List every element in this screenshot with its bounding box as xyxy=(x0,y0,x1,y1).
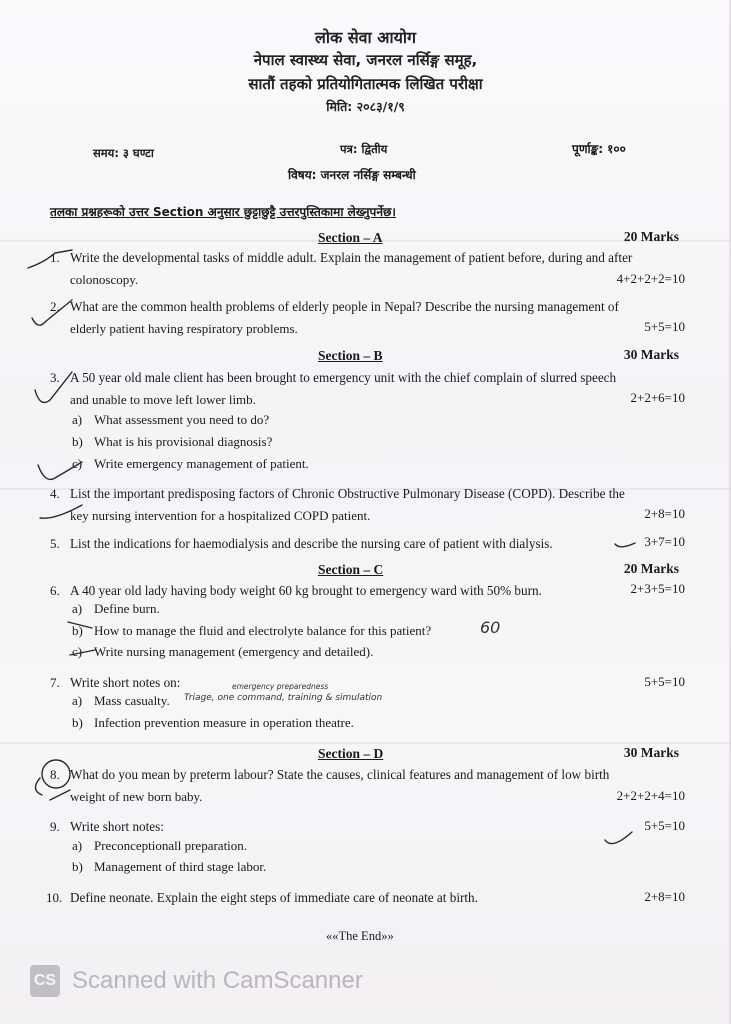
question-number: 9. xyxy=(50,819,60,834)
handwritten-note: Triage, one command, training & simulation xyxy=(184,693,383,703)
subject: विषय: जनरल नर्सिङ्ग सम्बन्धी xyxy=(288,168,416,182)
section-b-marks: 30 Marks xyxy=(623,347,679,362)
org-title: लोक सेवा आयोग xyxy=(314,28,417,47)
question-marks: 2+2+6=10 xyxy=(630,390,685,405)
section-b-title: Section – B xyxy=(318,348,383,363)
section-d-marks: 30 Marks xyxy=(623,745,679,760)
question-text: Write short notes: xyxy=(70,819,164,834)
section-d-title: Section – D xyxy=(318,746,384,761)
question-number: 1. xyxy=(50,250,60,265)
question-text: Define neonate. Explain the eight steps of immediate care of neonate at birth. xyxy=(70,890,478,905)
question-marks: 5+5=10 xyxy=(644,818,685,833)
question-text-cont: key nursing intervention for a hospitalized COPD patient. xyxy=(70,508,371,523)
section-a-title: Section – A xyxy=(318,230,383,245)
section-c-marks: 20 Marks xyxy=(623,561,679,576)
question-number: 3. xyxy=(50,370,60,385)
full-marks: पूर्णाङ्क: १०० xyxy=(572,142,626,156)
sub-question: c) Write emergency management of patient. xyxy=(72,456,309,471)
question-number: 4. xyxy=(50,486,60,501)
camscanner-watermark xyxy=(30,965,363,997)
exam-time: समय: ३ घण्टा xyxy=(93,146,154,160)
end-marker: ««The End»» xyxy=(326,929,394,943)
sub-question: b) What is his provisional diagnosis? xyxy=(72,434,273,449)
question-text: A 50 year old male client has been brought to emergency unit with the chief complain of slurred speech xyxy=(70,370,617,385)
question-text-cont: colonoscopy. xyxy=(70,272,139,287)
watermark-text: Scanned with CamScanner xyxy=(72,967,363,994)
question-text-cont: and unable to move left lower limb. xyxy=(70,392,256,407)
sub-question: b) Infection prevention measure in operation theatre. xyxy=(72,715,354,730)
question-marks: 5+5=10 xyxy=(644,319,685,334)
service-title: नेपाल स्वास्थ्य सेवा, जनरल नर्सिङ्ग समूह, xyxy=(253,51,478,69)
question-text: What do you mean by preterm labour? State the causes, clinical features and management of low birth xyxy=(70,767,610,782)
question-number: 7. xyxy=(50,675,60,690)
question-text-cont: weight of new born baby. xyxy=(70,789,203,804)
question-marks: 2+3+5=10 xyxy=(630,581,685,596)
question-marks: 4+2+2+2=10 xyxy=(616,271,685,286)
exam-title: सातौं तहको प्रतियोगितात्मक लिखित परीक्षा xyxy=(248,75,483,93)
question-number: 6. xyxy=(50,583,60,598)
camscanner-logo-icon: CS xyxy=(30,965,60,997)
question-text: Write short notes on: xyxy=(70,675,181,690)
handwritten-note: emergency preparedness xyxy=(232,682,329,691)
question-marks: 5+5=10 xyxy=(644,674,685,689)
question-text-cont: elderly patient having respiratory problems. xyxy=(70,321,298,336)
sub-question: a) Preconceptionall preparation. xyxy=(72,838,248,853)
question-number: 2. xyxy=(50,299,60,314)
sub-question: b) How to manage the fluid and electrolyte balance for this patient? xyxy=(72,623,432,638)
question-text: List the indications for haemodialysis and describe the nursing care of patient with dialysis. xyxy=(70,536,553,551)
question-text: What are the common health problems of elderly people in Nepal? Describe the nursing management of xyxy=(70,299,619,314)
question-text: List the important predisposing factors of Chronic Obstructive Pulmonary Disease (COPD). Describe the xyxy=(70,486,625,501)
question-number: 8. xyxy=(50,767,60,782)
section-a-marks: 20 Marks xyxy=(623,229,679,244)
question-marks: 2+8=10 xyxy=(644,889,685,904)
sub-question: a) Mass casualty. xyxy=(72,693,170,708)
question-marks: 2+8=10 xyxy=(644,506,685,521)
question-marks: 3+7=10 xyxy=(644,534,685,549)
question-text: Write the developmental tasks of middle adult. Explain the management of patient before, during and after xyxy=(70,250,633,265)
sub-question: b) Management of third stage labor. xyxy=(72,859,267,874)
question-number: 5. xyxy=(50,536,60,551)
question-text: A 40 year old lady having body weight 60 kg brought to emergency ward with 50% burn. xyxy=(70,583,542,598)
sub-question: a) Define burn. xyxy=(72,601,160,616)
sub-question: c) Write nursing management (emergency and detailed). xyxy=(72,644,374,659)
instruction: तलका प्रश्नहरूको उत्तर Section अनुसार छुट्टाछुट्टै उत्तरपुस्तिकामा लेख्नुपर्नेछ। xyxy=(50,205,396,219)
question-number: 10. xyxy=(46,890,63,905)
question-marks: 2+2+2+4=10 xyxy=(616,788,685,803)
sub-question: a) What assessment you need to do? xyxy=(72,412,270,427)
paper-number: पत्र: द्वितीय xyxy=(340,142,388,156)
handwritten-note: 60 xyxy=(480,618,501,637)
section-c-title: Section – C xyxy=(318,562,384,577)
exam-date: मिति: २०८३/१/९ xyxy=(326,99,405,114)
